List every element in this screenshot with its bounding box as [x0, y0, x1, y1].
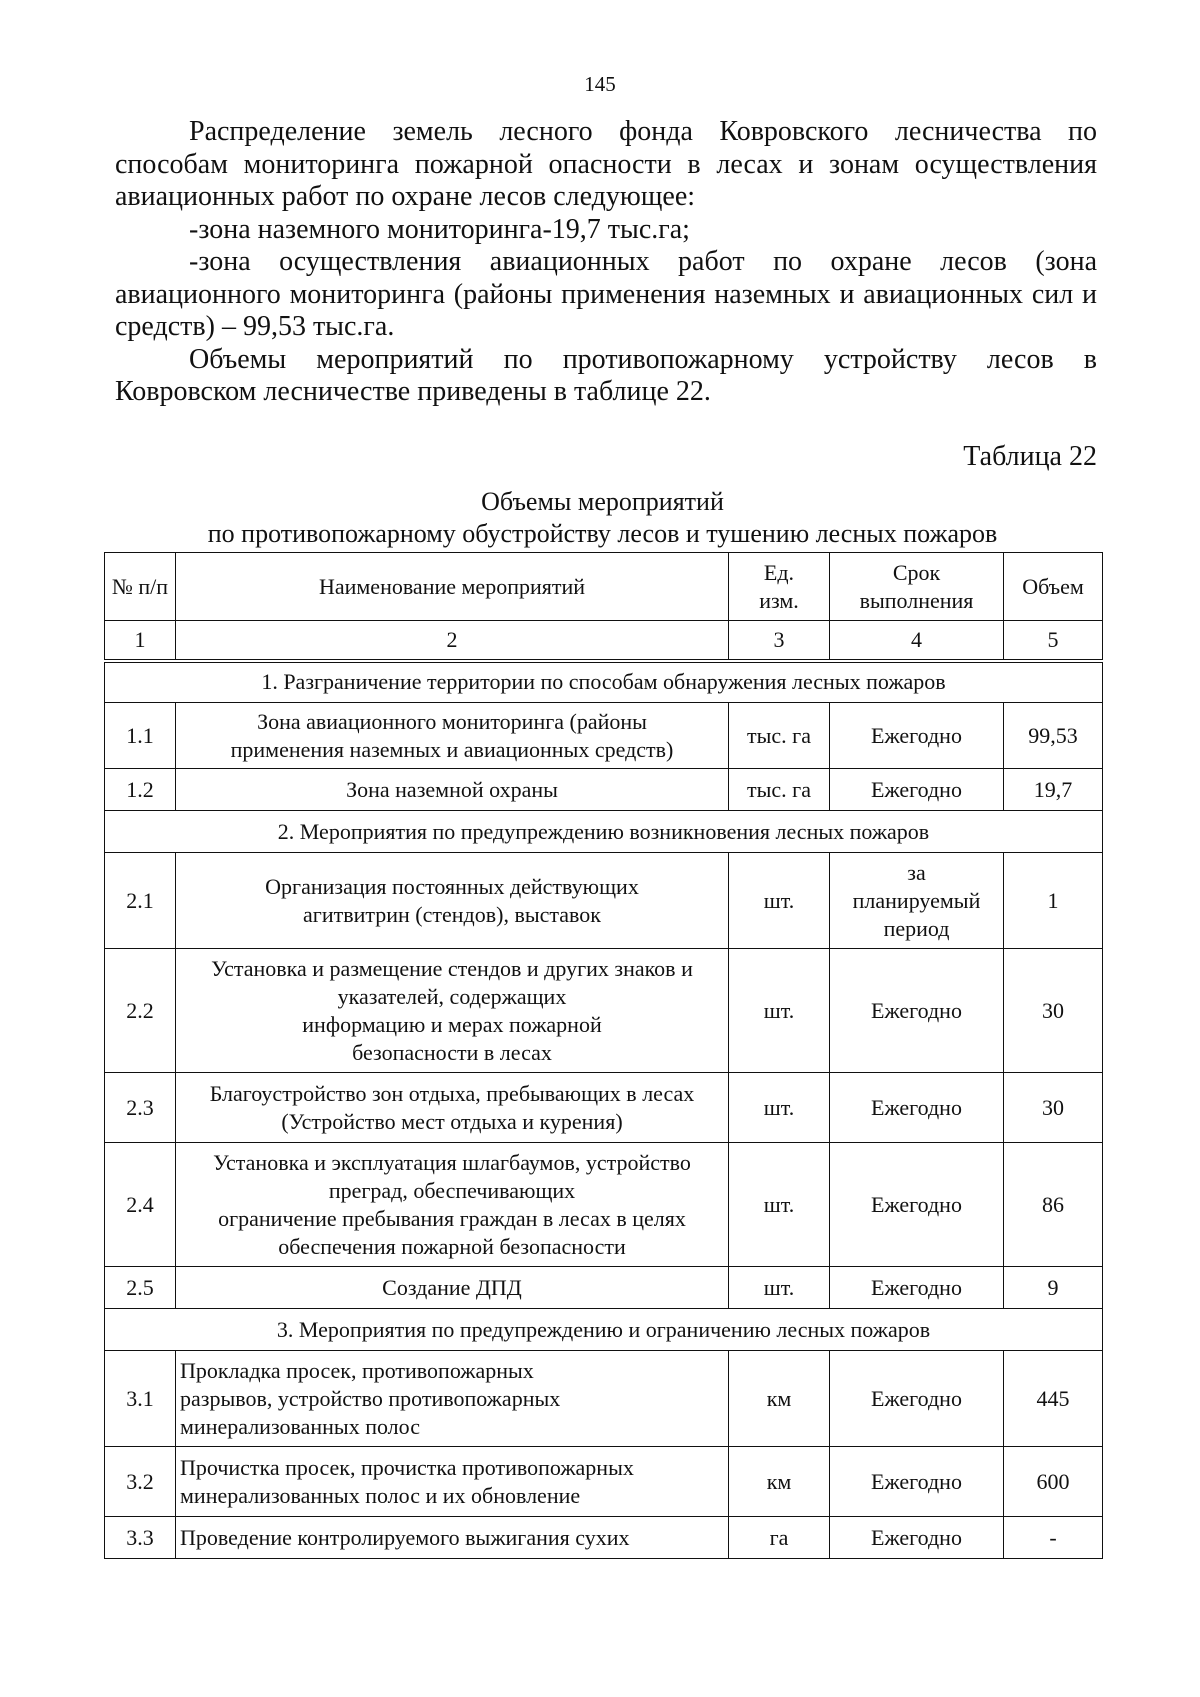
section-row [105, 661, 1103, 703]
cell-volume: 9 [1004, 1267, 1103, 1309]
page-number: 145 [584, 72, 616, 96]
cell-num: 3.2 [105, 1447, 176, 1517]
cell-term [830, 703, 1004, 769]
cell-volume: 445 [1004, 1351, 1103, 1447]
cell-term [830, 1073, 1004, 1143]
section-row [105, 1309, 1103, 1351]
table-row [105, 1267, 1103, 1309]
cell-volume: 99,53 [1004, 703, 1103, 769]
cell-name-line: Прочистка просек, прочистка противопожарных [180, 1454, 634, 1480]
cell-name-line: минерализованных полос и их обновление [180, 1482, 581, 1508]
paragraph-ground-zone: -зона наземного мониторинга-19,7 тыс.га; [189, 213, 690, 245]
cell-num: 1.2 [105, 769, 176, 811]
cell-term [830, 769, 1004, 811]
cell-name [176, 853, 729, 949]
cell-volume: - [1004, 1517, 1103, 1559]
cell-volume: 86 [1004, 1143, 1103, 1267]
cell-term [830, 853, 1004, 949]
table-row [105, 769, 1103, 811]
paragraph-table-reference: Объемы мероприятий по противопожарному устройству лесов в Ковровском лесничестве приведены в таблице 22. [115, 343, 1097, 407]
cell-num: 2.5 [105, 1267, 176, 1309]
cell-term-line: Ежегодно [871, 1094, 962, 1120]
cell-term [830, 1143, 1004, 1267]
table-row [105, 1351, 1103, 1447]
cell-num: 1.1 [105, 703, 176, 769]
cell-name [176, 949, 729, 1073]
cell-name [176, 1073, 729, 1143]
cell-num: 3.1 [105, 1351, 176, 1447]
cell-name [176, 1517, 729, 1559]
cell-name-line: Установка и эксплуатация шлагбаумов, устройство [213, 1149, 691, 1175]
table-label: Таблица 22 [963, 441, 1097, 472]
cell-unit: шт. [729, 949, 830, 1073]
cell-name-line: Проведение контролируемого выжигания сухих [180, 1524, 630, 1550]
measures-table [104, 552, 1103, 1559]
cell-name [176, 1143, 729, 1267]
cell-term-line: Ежегодно [871, 1274, 962, 1300]
cell-unit: шт. [729, 1267, 830, 1309]
cell-name-line: обеспечения пожарной безопасности [278, 1233, 626, 1259]
table-row [105, 703, 1103, 769]
cell-name [176, 1267, 729, 1309]
column-number-row [105, 621, 1103, 661]
cell-term [830, 1267, 1004, 1309]
section-title: 2. Мероприятия по предупреждению возникновения лесных пожаров [105, 811, 1103, 853]
section-row [105, 811, 1103, 853]
cell-name [176, 769, 729, 811]
cell-name [176, 1447, 729, 1517]
cell-volume: 30 [1004, 949, 1103, 1073]
cell-num: 2.1 [105, 853, 176, 949]
cell-name-line: агитвитрин (стендов), выставок [303, 901, 601, 927]
header-term-line-2: выполнения [859, 587, 974, 613]
cell-name-line: (Устройство мест отдыха и курения) [281, 1108, 623, 1134]
cell-name-line: Организация постоянных действующих [265, 873, 639, 899]
table-row [105, 1447, 1103, 1517]
cell-name-line: минерализованных полос [180, 1413, 420, 1439]
section-title: 1. Разграничение территории по способам обнаружения лесных пожаров [105, 661, 1103, 703]
col-number-2: 2 [176, 621, 729, 661]
table-title-line-2: по противопожарному обустройству лесов и тушению лесных пожаров [207, 519, 998, 548]
cell-name-line: Благоустройство зон отдыха, пребывающих в лесах [209, 1080, 695, 1106]
table-title [0, 486, 1200, 550]
cell-unit: шт. [729, 1143, 830, 1267]
table-title-line-1: Объемы мероприятий [481, 487, 724, 516]
table-row [105, 1073, 1103, 1143]
cell-term-line: Ежегодно [871, 997, 962, 1023]
cell-name-line: Зона наземной охраны [346, 776, 558, 802]
header-unit-line-1: Ед. [763, 559, 795, 585]
section-title: 3. Мероприятия по предупреждению и ограничению лесных пожаров [105, 1309, 1103, 1351]
cell-volume: 600 [1004, 1447, 1103, 1517]
cell-unit: км [729, 1351, 830, 1447]
cell-volume: 1 [1004, 853, 1103, 949]
cell-num: 2.3 [105, 1073, 176, 1143]
cell-unit: шт. [729, 853, 830, 949]
cell-term-line: Ежегодно [871, 1191, 962, 1217]
cell-name [176, 703, 729, 769]
cell-volume: 19,7 [1004, 769, 1103, 811]
table-row [105, 853, 1103, 949]
paragraph-distribution: Распределение земель лесного фонда Ковровского лесничества по способам мониторинга пожарной опасности в лесах и зонам осуществления авиационных работ по охране лесов следующее: [115, 116, 1097, 212]
cell-name [176, 1351, 729, 1447]
cell-term-line: Ежегодно [871, 1385, 962, 1411]
cell-unit: тыс. га [729, 703, 830, 769]
cell-name-line: указателей, содержащих [337, 983, 567, 1009]
table-row [105, 949, 1103, 1073]
cell-name-line: Прокладка просек, противопожарных [180, 1357, 534, 1383]
cell-unit: га [729, 1517, 830, 1559]
cell-name-line: информацию и мерах пожарной [302, 1011, 602, 1037]
cell-term-line: за [907, 859, 926, 885]
cell-unit: км [729, 1447, 830, 1517]
table-row [105, 1517, 1103, 1559]
cell-unit: шт. [729, 1073, 830, 1143]
header-term-line-1: Срок [892, 559, 941, 585]
cell-num: 2.4 [105, 1143, 176, 1267]
cell-term-line: Ежегодно [871, 776, 962, 802]
cell-term [830, 1351, 1004, 1447]
cell-volume: 30 [1004, 1073, 1103, 1143]
paragraph-aviation-zone: -зона осуществления авиационных работ по охране лесов (зона авиационного мониторинга (районы применения наземных и авиационных сил и средств) – 99,53 тыс.га. [115, 246, 1097, 342]
table-header-row [105, 553, 1103, 621]
col-number-3: 3 [729, 621, 830, 661]
cell-name-line: ограничение пребывания граждан в лесах в целях [218, 1205, 686, 1231]
cell-name-line: разрывов, устройство противопожарных [180, 1385, 561, 1411]
cell-name-line: применения наземных и авиационных средств) [230, 736, 674, 762]
cell-term-line: период [883, 915, 950, 941]
col-number-4: 4 [830, 621, 1004, 661]
col-number-1: 1 [105, 621, 176, 661]
cell-unit: тыс. га [729, 769, 830, 811]
header-term [830, 553, 1004, 621]
header-unit-line-2: изм. [759, 587, 799, 613]
cell-term-line: Ежегодно [871, 1524, 962, 1550]
header-volume: Объем [1004, 553, 1103, 621]
cell-term [830, 1517, 1004, 1559]
cell-num: 2.2 [105, 949, 176, 1073]
header-num: № п/п [105, 553, 176, 621]
body-text [115, 116, 1097, 409]
table-row [105, 1143, 1103, 1267]
cell-term [830, 1447, 1004, 1517]
cell-name-line: Установка и размещение стендов и других знаков и [211, 955, 693, 981]
header-unit [729, 553, 830, 621]
col-number-5: 5 [1004, 621, 1103, 661]
cell-term-line: планируемый [852, 887, 981, 913]
cell-name-line: Зона авиационного мониторинга (районы [257, 708, 647, 734]
header-name: Наименование мероприятий [176, 553, 729, 621]
cell-name-line: преград, обеспечивающих [328, 1177, 576, 1203]
cell-name-line: Создание ДПД [382, 1274, 522, 1300]
cell-name-line: безопасности в лесах [352, 1039, 552, 1065]
cell-term-line: Ежегодно [871, 722, 962, 748]
cell-term [830, 949, 1004, 1073]
cell-term-line: Ежегодно [871, 1468, 962, 1494]
cell-num: 3.3 [105, 1517, 176, 1559]
